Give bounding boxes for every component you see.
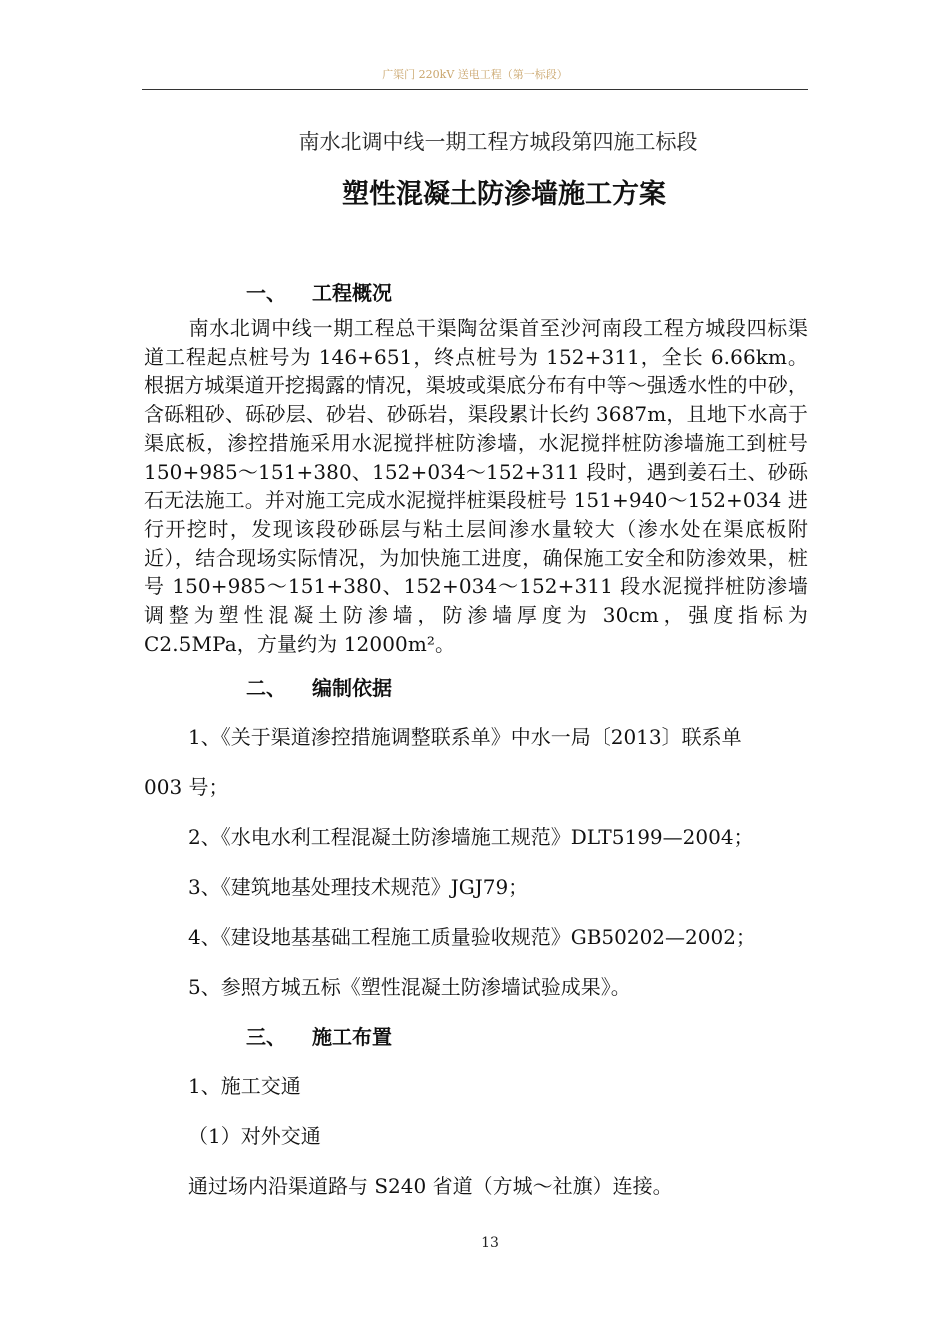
page-number: 13 bbox=[481, 1235, 499, 1251]
basis-item-3: 3、《建筑地基处理技术规范》JGJ79； bbox=[188, 875, 529, 899]
section-title: 编制依据 bbox=[312, 676, 392, 700]
section-heading-layout bbox=[246, 1021, 392, 1050]
document-subtitle: 南水北调中线一期工程方城段第四施工标段 bbox=[298, 130, 698, 154]
traffic-description: 通过场内沿渠道路与 S240 省道（方城～社旗）连接。 bbox=[188, 1174, 673, 1198]
document-title: 塑性混凝土防渗墙施工方案 bbox=[342, 179, 666, 210]
section-heading-overview bbox=[246, 277, 392, 306]
basis-item-5: 5、参照方城五标《塑性混凝土防渗墙试验成果》。 bbox=[188, 975, 631, 999]
basis-item-2: 2、《水电水利工程混凝土防渗墙施工规范》DLT5199—2004； bbox=[188, 825, 754, 849]
header-divider bbox=[142, 89, 808, 90]
overview-text: 南水北调中线一期工程总干渠陶岔渠首至沙河南段工程方城段四标渠道工程起点桩号为 146+651，终点桩号为 152+311，全长 6.66km。根据方城渠道开挖揭露的情况，渠坡或渠底分布有中等～强透水性的中砂，含砾粗砂、砾砂层、砂岩、砂砾岩，渠段累计长约 3687m，且地下水高于渠底板，渗控措施采用水泥搅拌桩防渗墙，水泥搅拌桩防渗墙施工到桩号 150+985～151+380、152+034～152+311 段时，遇到姜石土、砂砾石无法施工。并对施工完成水泥搅拌桩渠段桩号 151+940～152+034 进行开挖时，发现该段砂砾层与粘土层间渗水量较大（渗水处在渠底板附近），结合现场实际情况，为加快施工进度，确保施工安全和防渗效果，桩号 150+985～151+380、152+034～152+311 段水泥搅拌桩防渗墙调整为塑性混凝土防渗墙，防渗墙厚度为 30cm，强度指标为 C2.5MPa，方量约为 12000m²。 bbox=[144, 316, 808, 656]
basis-item-1: 1、《关于渠道渗控措施调整联系单》中水一局〔2013〕联系单 bbox=[188, 725, 742, 749]
overview-paragraph bbox=[144, 314, 808, 658]
section-number: 三、 bbox=[246, 1025, 286, 1049]
section-number: 一、 bbox=[246, 281, 286, 305]
subsection-traffic: 1、施工交通 bbox=[188, 1074, 301, 1098]
basis-item-1-continued: 003 号； bbox=[144, 775, 229, 799]
section-number: 二、 bbox=[246, 676, 286, 700]
section-heading-basis bbox=[246, 672, 392, 701]
running-header: 广渠门 220kV 送电工程（第一标段） bbox=[382, 68, 568, 81]
section-title: 施工布置 bbox=[312, 1025, 392, 1049]
subsection-external-traffic: （1）对外交通 bbox=[188, 1124, 321, 1148]
basis-item-4: 4、《建设地基基础工程施工质量验收规范》GB50202—2002； bbox=[188, 925, 756, 949]
section-title: 工程概况 bbox=[312, 281, 392, 305]
